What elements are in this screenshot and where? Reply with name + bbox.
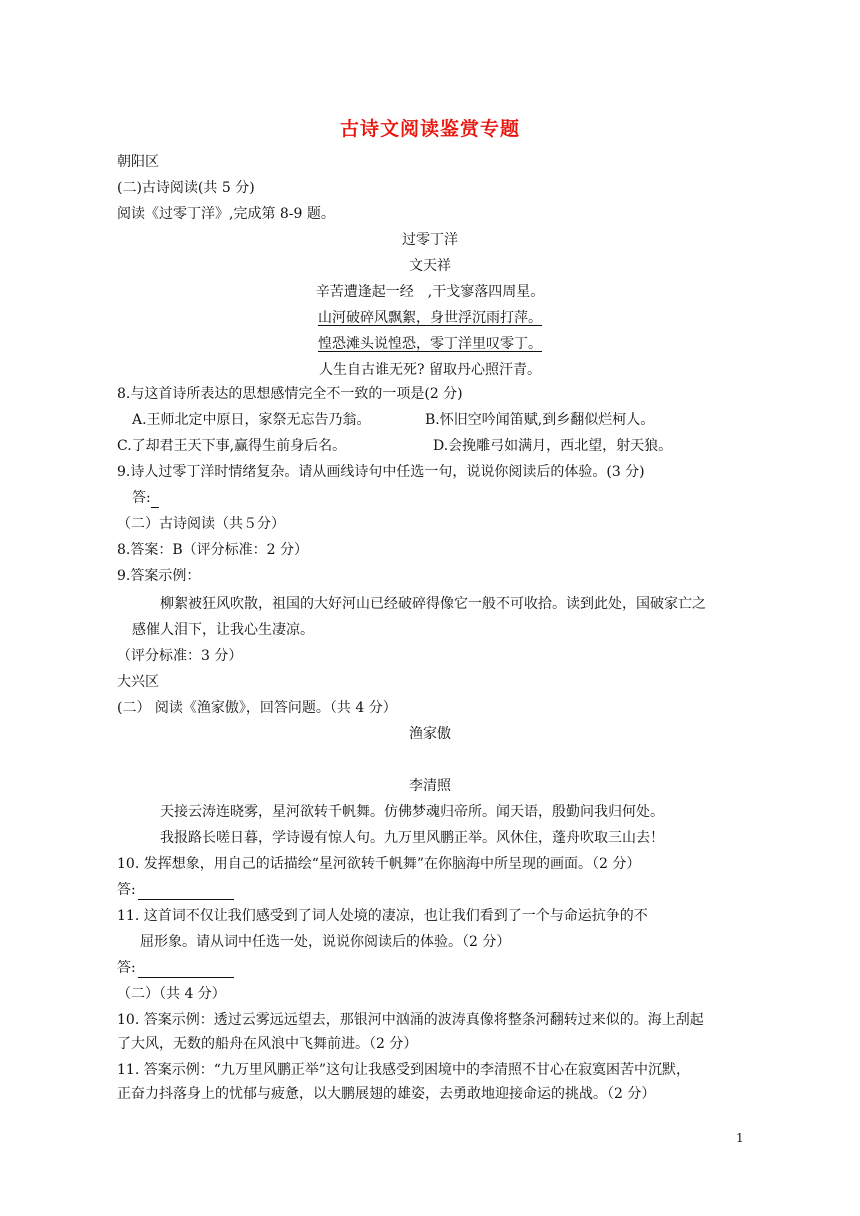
answer-blank — [151, 493, 159, 508]
answer-line-9 — [132, 488, 159, 508]
district-label-chaoyang: 朝阳区 — [117, 154, 159, 170]
answer-blank — [138, 885, 234, 900]
answer-11-cont: 正奋力抖落身上的忧郁与疲惫，以大鹏展翅的雄姿，去勇敢地迎接命运的挑战。（2 分） — [117, 1086, 656, 1102]
poem-line: 我报路长嗟日暮，学诗谩有惊人句。九万里风鹏正举。风休住，蓬舟吹取三山去！ — [160, 830, 664, 846]
question-11-cont: 屈形象。请从词中任选一处，说说你阅读后的体验。（2 分） — [140, 934, 511, 950]
answer-heading: （二）古诗阅读（共５分） — [117, 516, 285, 532]
poem-line-underlined: 山河破碎风飘絮，身世浮沉雨打萍。 — [318, 310, 542, 326]
answer-line-11 — [117, 958, 234, 978]
answer-8: 8.答案：B（评分标准：2 分） — [117, 542, 309, 558]
part-heading: (二） 阅读《渔家傲》，回答问题。（共 4 分） — [117, 700, 397, 716]
answer-10: 10. 答案示例：透过云雾远远望去，那银河中汹涌的波涛真像将整条河翻转过来似的。海上刮起 — [117, 1012, 704, 1028]
poem-line-underlined: 惶恐滩头说惶恐，零丁洋里叹零丁。 — [318, 336, 542, 352]
answer-label: 答: — [132, 490, 151, 506]
answer-line-10 — [117, 880, 234, 900]
question-9: 9.诗人过零丁洋时情绪复杂。请从画线诗句中任选一句，说说你阅读后的体验。(3 分) — [117, 464, 645, 480]
page-number: 1 — [736, 1131, 744, 1145]
poem-title: 过零丁洋 — [402, 232, 458, 248]
poem-title: 渔家傲 — [409, 726, 451, 742]
poem-line: 辛苦遭逢起一经 ,干戈寥落四周星。 — [315, 284, 545, 300]
question-11: 11. 这首词不仅让我们感受到了词人处境的凄凉，也让我们看到了一个与命运抗争的不 — [117, 908, 648, 924]
option-d: D.会挽雕弓如满月，西北望，射天狼。 — [433, 438, 673, 454]
instruction: 阅读《过零丁洋》,完成第 8-9 题。 — [117, 206, 335, 222]
answer-blank — [138, 963, 234, 978]
part-heading: (二)古诗阅读(共 5 分) — [117, 180, 255, 196]
answer-label: 答: — [117, 960, 136, 976]
poem-author: 李清照 — [409, 778, 451, 794]
answer-9-text: 柳絮被狂风吹散，祖国的大好河山已经破碎得像它一般不可收拾。读到此处，国破家亡之 — [160, 596, 706, 612]
poem-line: 天接云涛连晓雾，星河欲转千帆舞。仿佛梦魂归帝所。闻天语，殷勤问我归何处。 — [160, 804, 664, 820]
district-label-daxing: 大兴区 — [117, 674, 159, 690]
option-b: B.怀旧空吟闻笛赋,到乡翻似烂柯人。 — [425, 412, 655, 428]
option-a: A.王师北定中原日，家祭无忘告乃翁。 — [132, 412, 371, 428]
option-c: C.了却君王天下事,赢得生前身后名。 — [117, 438, 347, 454]
answer-heading: （二）（共 4 分） — [117, 986, 226, 1002]
answer-9-text: 感催人泪下，让我心生凄凉。 — [132, 622, 314, 638]
document-title: 古诗文阅读鉴赏专题 — [339, 118, 520, 140]
scoring-note: （评分标准：3 分） — [117, 648, 243, 664]
question-10: 10. 发挥想象，用自己的话描绘“星河欲转千帆舞”在你脑海中所呈现的画面。（2 分） — [117, 856, 641, 872]
answer-9-label: 9.答案示例： — [117, 568, 201, 584]
question-8: 8.与这首诗所表达的思想感情完全不一致的一项是(2 分) — [117, 386, 463, 402]
answer-label: 答: — [117, 882, 136, 898]
poem-author: 文天祥 — [409, 258, 451, 274]
answer-10-cont: 了大风，无数的船舟在风浪中飞舞前进。（2 分） — [117, 1036, 418, 1052]
answer-11: 11. 答案示例：“九万里风鹏正举”这句让我感受到困境中的李清照不甘心在寂寞困苦中沉默， — [117, 1062, 691, 1078]
poem-line: 人生自古谁无死? 留取丹心照汗青。 — [319, 362, 541, 378]
